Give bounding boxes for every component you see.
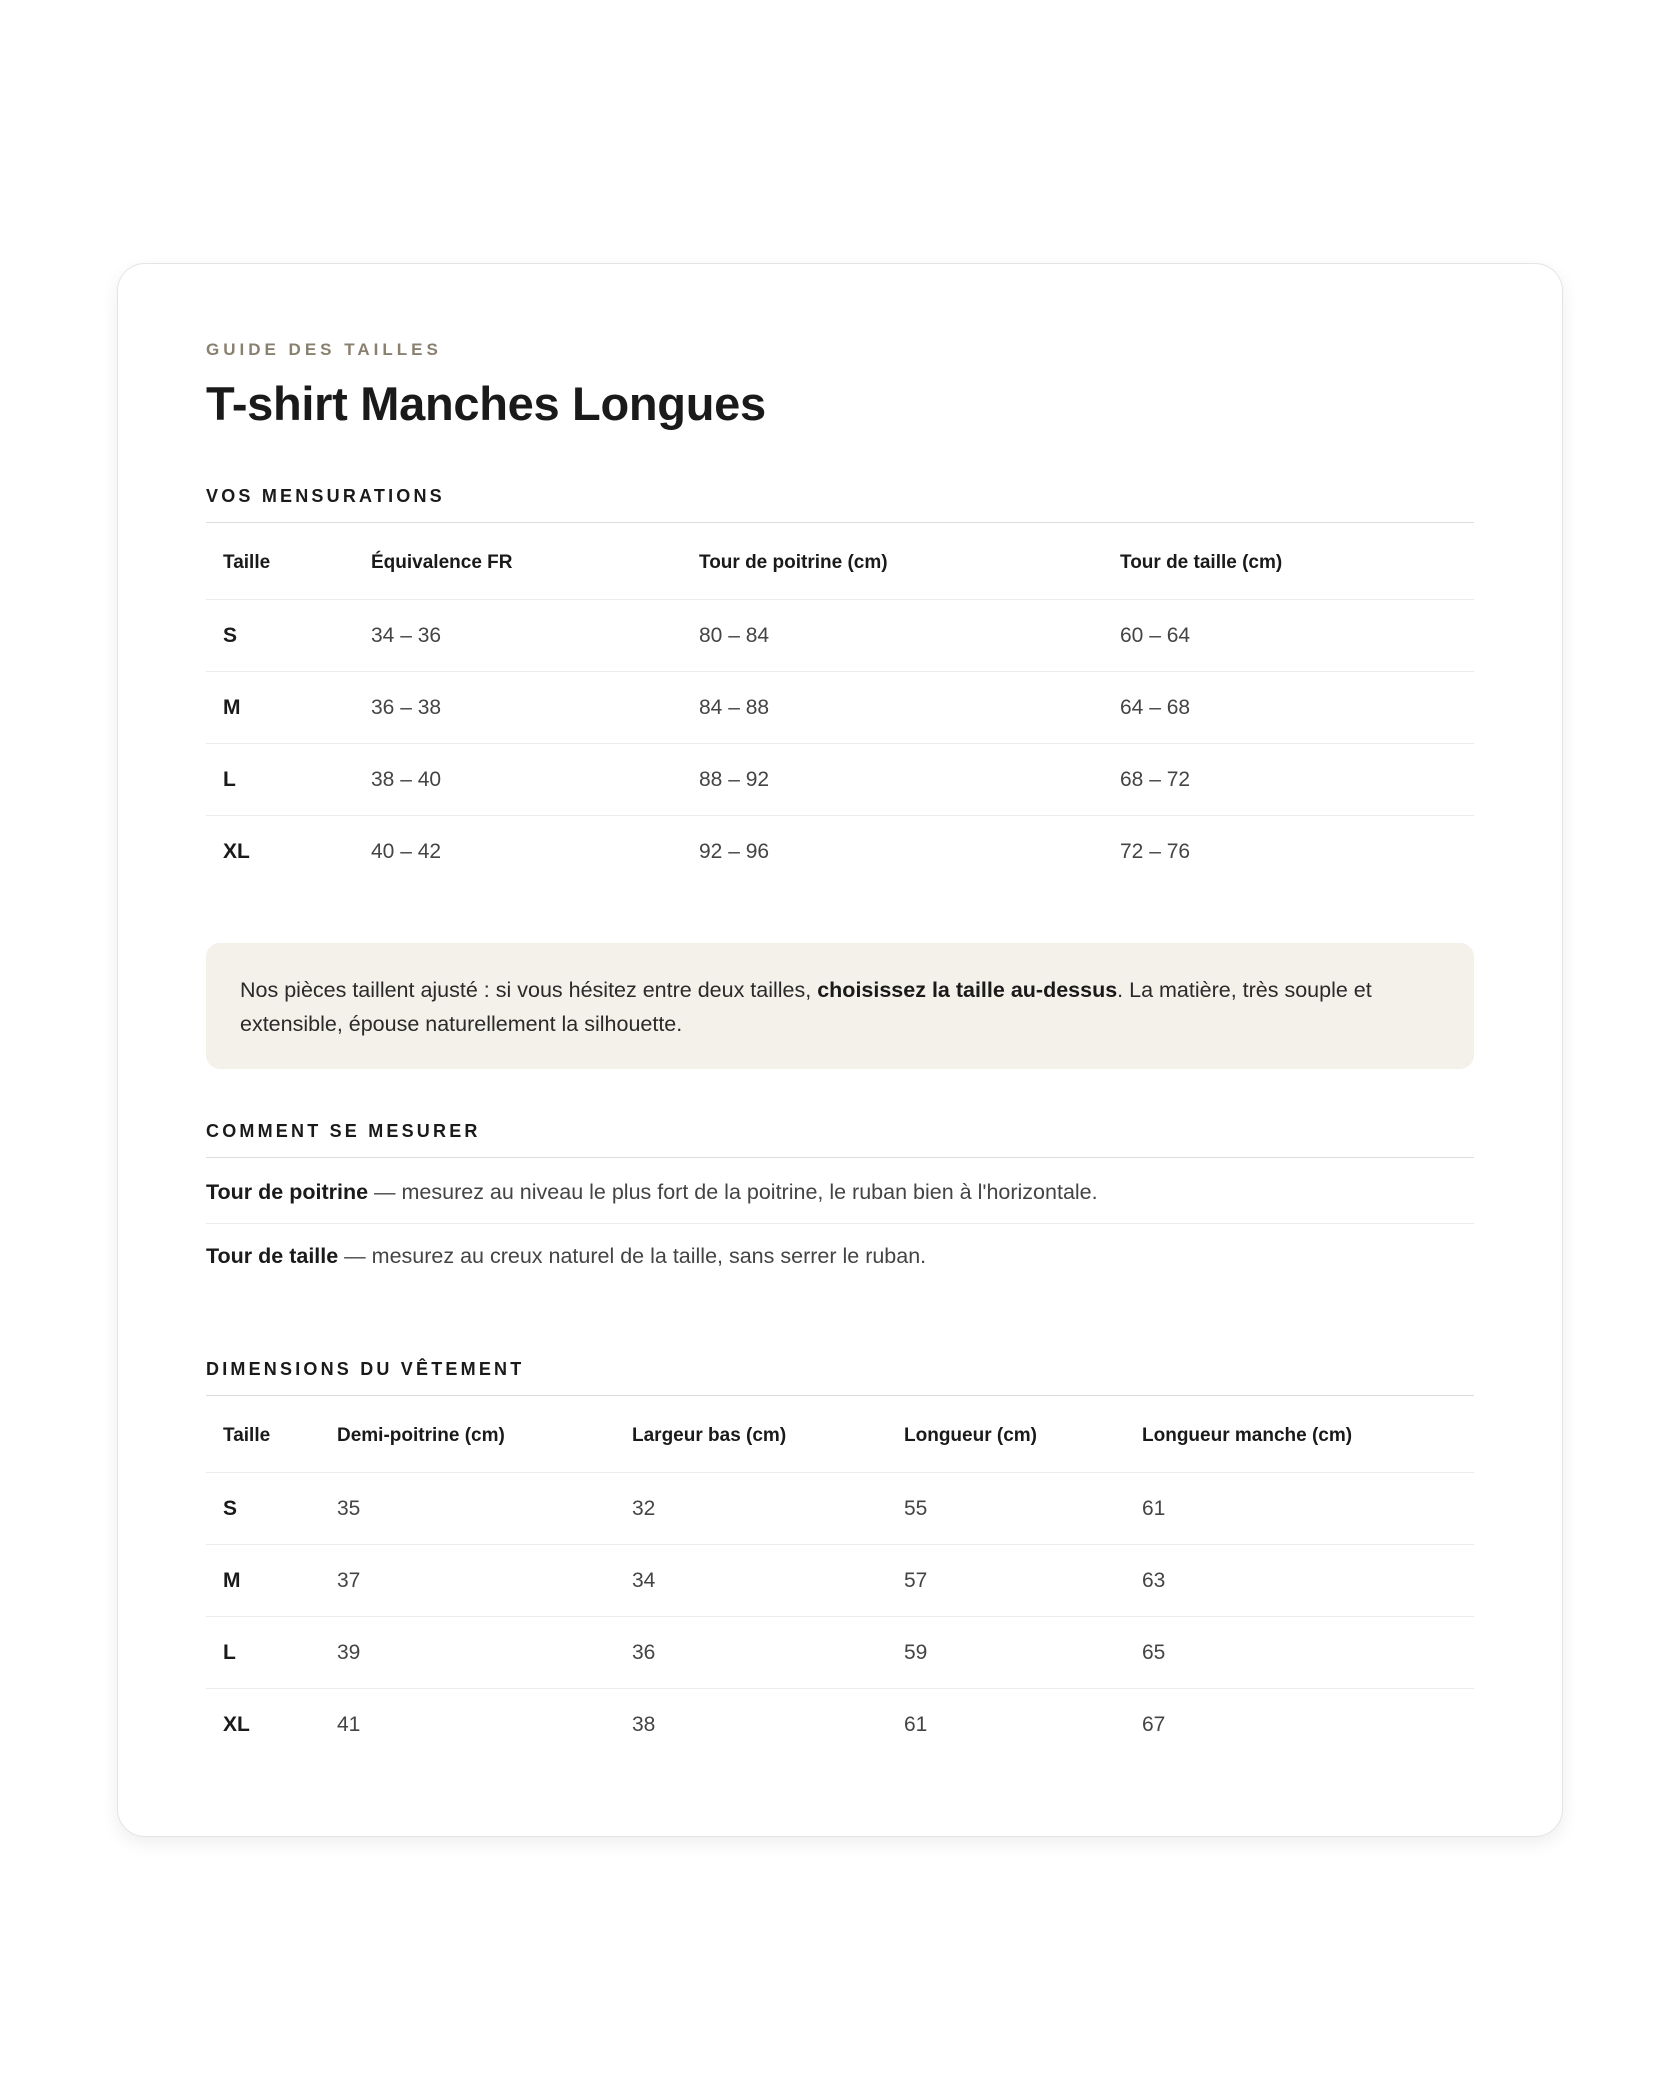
- sleeve-length-cell: 67: [1142, 1712, 1166, 1736]
- fit-note-emphasis: choisissez la taille au-dessus: [817, 978, 1118, 1002]
- table-row: [206, 816, 1474, 888]
- half-chest-cell: 37: [320, 1545, 615, 1617]
- half-chest-cell: 35: [320, 1473, 615, 1545]
- header-sleeve-length: Longueur manche (cm): [1125, 1399, 1474, 1473]
- length-cell: 59: [887, 1617, 1125, 1689]
- chest-cell: 88 – 92: [682, 744, 1103, 816]
- table-row: [206, 1689, 1474, 1761]
- howto-separator: —: [368, 1180, 402, 1204]
- bottom-width-cell: 36: [615, 1617, 887, 1689]
- howto-term: Tour de poitrine: [206, 1180, 369, 1204]
- howto-term: Tour de taille: [206, 1244, 339, 1268]
- dimensions-table: [206, 1399, 1474, 1760]
- howto-item-chest: [206, 1160, 1474, 1224]
- measurements-header-row: [206, 526, 1474, 600]
- header-bottom-width: Largeur bas (cm): [615, 1399, 887, 1473]
- bottom-width-cell: 38: [632, 1712, 656, 1736]
- length-cell: 55: [887, 1473, 1125, 1545]
- table-row: [206, 1545, 1474, 1617]
- size-cell: L: [206, 1617, 320, 1689]
- fr-equivalence-cell: 38 – 40: [354, 744, 682, 816]
- bottom-width-cell: 34: [615, 1545, 887, 1617]
- header-length: Longueur (cm): [887, 1399, 1125, 1473]
- chest-cell: 92 – 96: [699, 839, 770, 863]
- howto-description: mesurez au niveau le plus fort de la poitrine, le ruban bien à l'horizontale.: [401, 1180, 1098, 1204]
- table-row: [206, 1473, 1474, 1545]
- size-cell: M: [206, 672, 354, 744]
- size-cell: L: [206, 744, 354, 816]
- section-title-dimensions: DIMENSIONS DU VÊTEMENT: [206, 1359, 1474, 1396]
- howto-item-waist: [206, 1224, 1474, 1288]
- section-title-measurements: VOS MENSURATIONS: [206, 486, 1474, 523]
- page-title: T-shirt Manches Longues: [206, 377, 766, 430]
- header-waist: Tour de taille (cm): [1103, 526, 1474, 600]
- fit-note: [206, 943, 1474, 1069]
- length-cell: 57: [887, 1545, 1125, 1617]
- sleeve-length-cell: 63: [1125, 1545, 1474, 1617]
- size-cell: S: [206, 600, 354, 672]
- fit-note-text: Nos pièces taillent ajusté : si vous hésitez entre deux tailles,: [240, 978, 818, 1002]
- header-size: Taille: [206, 1399, 320, 1473]
- table-row: [206, 1617, 1474, 1689]
- header-chest: Tour de poitrine (cm): [682, 526, 1103, 600]
- chest-cell: 80 – 84: [682, 600, 1103, 672]
- bottom-width-cell: 32: [615, 1473, 887, 1545]
- fit-note-text-end: . La matière, très souple et extensible, épouse naturellement la silhouette.: [240, 978, 1372, 1036]
- size-cell: XL: [223, 839, 250, 863]
- table-row: [206, 672, 1474, 744]
- waist-cell: 60 – 64: [1103, 600, 1474, 672]
- dimensions-header-row: [206, 1399, 1474, 1473]
- waist-cell: 72 – 76: [1120, 839, 1191, 863]
- size-cell: M: [206, 1545, 320, 1617]
- header-half-chest: Demi-poitrine (cm): [320, 1399, 615, 1473]
- measurements-table: [206, 526, 1474, 887]
- eyebrow-label: GUIDE DES TAILLES: [206, 340, 442, 359]
- table-row: [206, 600, 1474, 672]
- fr-equivalence-cell: 40 – 42: [371, 839, 442, 863]
- size-cell: S: [206, 1473, 320, 1545]
- table-row: [206, 744, 1474, 816]
- chest-cell: 84 – 88: [682, 672, 1103, 744]
- fr-equivalence-cell: 34 – 36: [354, 600, 682, 672]
- howto-separator: —: [338, 1244, 372, 1268]
- header-fr-equivalence: Équivalence FR: [354, 526, 682, 600]
- section-title-howto: COMMENT SE MESURER: [206, 1121, 1474, 1158]
- sleeve-length-cell: 65: [1125, 1617, 1474, 1689]
- fr-equivalence-cell: 36 – 38: [354, 672, 682, 744]
- waist-cell: 64 – 68: [1103, 672, 1474, 744]
- size-guide-card: [117, 263, 1563, 1837]
- length-cell: 61: [904, 1712, 928, 1736]
- half-chest-cell: 41: [337, 1712, 361, 1736]
- half-chest-cell: 39: [320, 1617, 615, 1689]
- header-size: Taille: [206, 526, 354, 600]
- size-cell: XL: [223, 1712, 250, 1736]
- waist-cell: 68 – 72: [1103, 744, 1474, 816]
- howto-description: mesurez au creux naturel de la taille, sans serrer le ruban.: [371, 1244, 927, 1268]
- sleeve-length-cell: 61: [1125, 1473, 1474, 1545]
